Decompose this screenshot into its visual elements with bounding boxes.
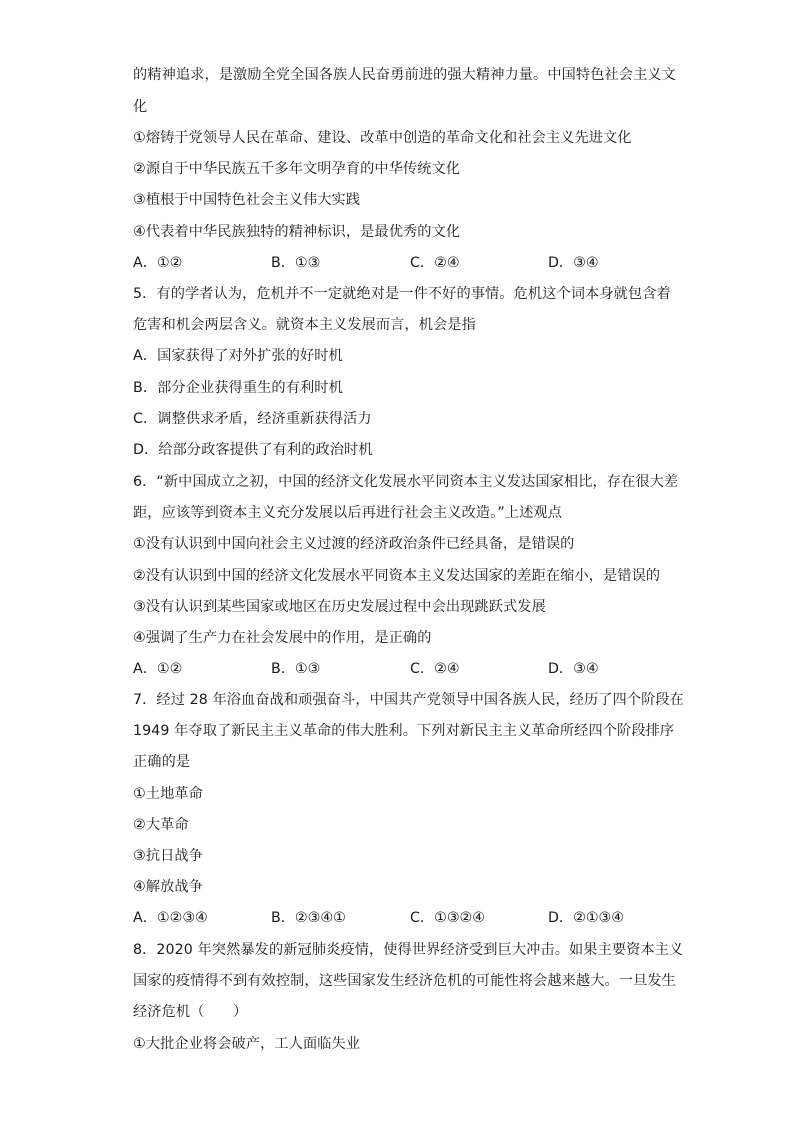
q5-option-b: B．部分企业获得重生的有利时机 (133, 380, 343, 396)
q8-stem-line3: 经济危机（ ） (133, 1004, 248, 1020)
q7-option-d: D．②①③④ (548, 910, 624, 926)
q7-stem-line2: 1949 年夺取了新民主主义革命的伟大胜利。下列对新民主主义革命所经四个阶段排序 (133, 723, 675, 739)
q6-statement-1: ①没有认识到中国向社会主义过渡的经济政治条件已经具备，是错误的 (133, 536, 575, 552)
q4-options (133, 254, 753, 272)
q5-option-d: D．给部分政客提供了有利的政治时机 (133, 442, 373, 458)
q8-stem-line1: 8．2020 年突然暴发的新冠肺炎疫情，使得世界经济受到巨大冲击。如果主要资本主义 (133, 942, 684, 958)
q7-statement-3: ③抗日战争 (133, 848, 203, 864)
q8-statement-1: ①大批企业将会破产，工人面临失业 (133, 1036, 361, 1052)
q7-option-c: C．①③②④ (410, 910, 485, 926)
q6-statement-3: ③没有认识到某些国家或地区在历史发展过程中会出现跳跃式发展 (133, 599, 546, 615)
q5-stem-line2: 危害和机会两层含义。就资本主义发展而言，机会是指 (133, 317, 476, 333)
q7-statement-2: ②大革命 (133, 817, 189, 833)
q7-statement-1: ①土地革命 (133, 786, 203, 802)
q6-option-d: D．③④ (548, 661, 599, 677)
q5-stem-line1: 5．有的学者认为，危机并不一定就绝对是一件不好的事情。危机这个词本身就包含着 (133, 286, 671, 302)
q4-option-a: A．①② (133, 255, 183, 271)
q5-option-a: A．国家获得了对外扩张的好时机 (133, 348, 343, 364)
q4-stem-line2: 化 (133, 99, 148, 115)
q7-option-a: A．①②③④ (133, 910, 208, 926)
q6-option-c: C．②④ (410, 661, 460, 677)
q5-option-c: C．调整供求矛盾，经济重新获得活力 (133, 411, 372, 427)
q6-option-b: B．①③ (271, 661, 321, 677)
q4-option-d: D．③④ (548, 255, 599, 271)
q8-stem-line2: 国家的疫情得不到有效控制，这些国家发生经济危机的可能性将会越来越大。一旦发生 (133, 973, 676, 989)
q7-stem-line3: 正确的是 (133, 754, 191, 770)
q6-statement-4: ④强调了生产力在社会发展中的作用，是正确的 (133, 630, 432, 646)
q6-stem-line2: 距，应该等到资本主义充分发展以后再进行社会主义改造。”上述观点 (133, 505, 562, 521)
q4-stem-line1: 的精神追求，是激励全党全国各族人民奋勇前进的强大精神力量。中国特色社会主义文 (133, 67, 676, 83)
q6-option-a: A．①② (133, 661, 183, 677)
q6-options (133, 660, 753, 678)
q4-statement-4: ④代表着中华民族独特的精神标识，是最优秀的文化 (133, 224, 461, 240)
q6-stem-line1: 6．“新中国成立之初，中国的经济文化发展水平同资本主义发达国家相比，存在很大差 (133, 474, 679, 490)
q6-statement-2: ②没有认识到中国的经济文化发展水平同资本主义发达国家的差距在缩小，是错误的 (133, 568, 661, 584)
q4-statement-1: ①熔铸于党领导人民在革命、建设、改革中创造的革命文化和社会主义先进文化 (133, 130, 632, 146)
q7-options (133, 909, 753, 927)
q7-statement-4: ④解放战争 (133, 879, 203, 895)
q7-option-b: B．②③④① (271, 910, 346, 926)
q4-option-c: C．②④ (410, 255, 460, 271)
q4-statement-2: ②源自于中华民族五千多年文明孕育的中华传统文化 (133, 161, 461, 177)
q7-stem-line1: 7．经过 28 年浴血奋战和顽强奋斗，中国共产党领导中国各族人民，经历了四个阶段在 (133, 692, 684, 708)
q4-option-b: B．①③ (271, 255, 321, 271)
q4-statement-3: ③植根于中国特色社会主义伟大实践 (133, 192, 361, 208)
